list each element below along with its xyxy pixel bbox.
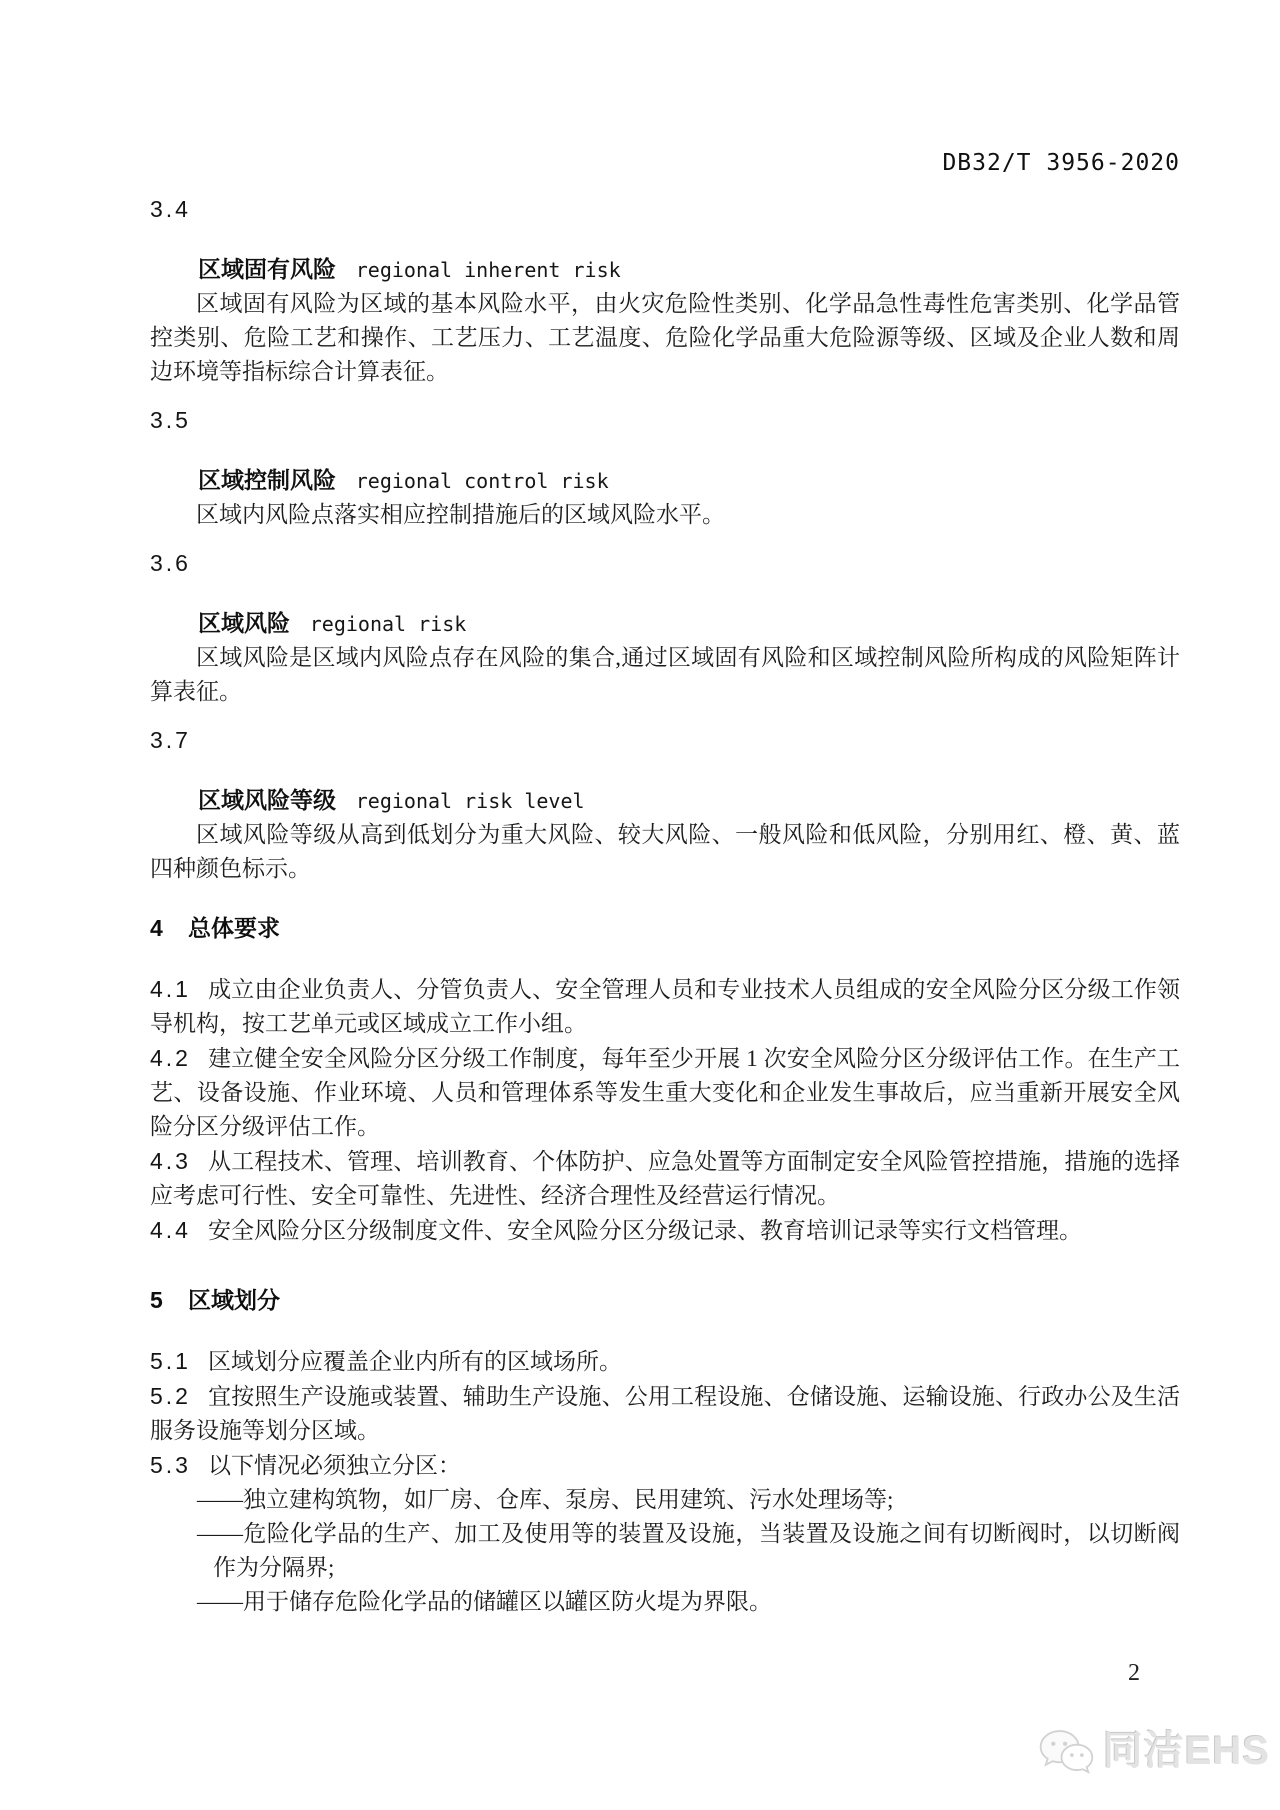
clause-number: 5.2 (150, 1383, 191, 1409)
term-line (150, 783, 1180, 818)
section-number: 4 (150, 915, 165, 941)
clause-number: 4.1 (150, 976, 191, 1002)
definition-body: 区域风险是区域内风险点存在风险的集合,通过区域固有风险和区域控制风险所构成的风险矩阵计算表征。 (150, 645, 1180, 704)
clause-text: 安全风险分区分级制度文件、安全风险分区分级记录、教育培训记录等实行文档管理。 (208, 1218, 1082, 1243)
clause-text: 以下情况必须独立分区： (208, 1453, 461, 1478)
term-line (150, 252, 1180, 287)
clause-number: 4.4 (150, 1217, 191, 1243)
term-english: regional risk level (355, 789, 585, 813)
term-chinese: 区域风险 (198, 610, 290, 636)
definition-number: 3.5 (150, 407, 191, 433)
definition-3-4 (150, 192, 1180, 389)
definition-body: 区域风险等级从高到低划分为重大风险、较大风险、一般风险和低风险，分别用红、橙、黄、蓝四种颜色标示。 (150, 822, 1180, 881)
clause-4-3 (150, 1144, 1180, 1213)
term-english: regional inherent risk (355, 258, 621, 282)
clause-text: 成立由企业负责人、分管负责人、安全管理人员和专业技术人员组成的安全风险分区分级工作领导机构，按工艺单元或区域成立工作小组。 (150, 977, 1180, 1036)
clause-text: 建立健全安全风险分区分级工作制度，每年至少开展 1 次安全风险分区分级评估工作。在生产工艺、设备设施、作业环境、人员和管理体系等发生重大变化和企业发生事故后，应当重新开展安全风险分区分级评估工作。 (150, 1046, 1180, 1139)
definition-body: 区域内风险点落实相应控制措施后的区域风险水平。 (196, 502, 725, 527)
clause-4-1 (150, 972, 1180, 1041)
definition-3-6 (150, 546, 1180, 709)
clause-4-4 (150, 1213, 1180, 1248)
term-chinese: 区域控制风险 (198, 467, 336, 493)
section-heading-4 (150, 910, 1180, 946)
clause-5-3 (150, 1448, 1180, 1483)
definition-3-7 (150, 723, 1180, 886)
wechat-icon (1037, 1722, 1095, 1780)
clause-text: 宜按照生产设施或装置、辅助生产设施、公用工程设施、仓储设施、运输设施、行政办公及生活服务设施等划分区域。 (150, 1384, 1180, 1443)
clause-number: 5.1 (150, 1348, 191, 1374)
watermark (1037, 1722, 1270, 1780)
term-english: regional risk (309, 612, 467, 636)
clause-5-2 (150, 1379, 1180, 1448)
term-english: regional control risk (355, 469, 609, 493)
watermark-text: 同洁EHS (1102, 1729, 1270, 1773)
definition-3-5 (150, 403, 1180, 532)
section-title: 总体要求 (188, 915, 280, 941)
definition-body: 区域固有风险为区域的基本风险水平，由火灾危险性类别、化学品急性毒性危害类别、化学品管控类别、危险工艺和操作、工艺压力、工艺温度、危险化学品重大危险源等级、区域及企业人数和周边环境等指标综合计算表征。 (150, 291, 1180, 384)
page-number: 2 (1128, 1660, 1140, 1686)
definition-number: 3.6 (150, 550, 191, 576)
definition-number: 3.7 (150, 727, 191, 753)
term-chinese: 区域固有风险 (198, 256, 336, 282)
section-4-clauses (150, 972, 1180, 1248)
definition-number: 3.4 (150, 196, 191, 222)
dash-item-devices: ——危险化学品的生产、加工及使用等的装置及设施，当装置及设施之间有切断阀时，以切断阀作为分隔界; (197, 1521, 1180, 1580)
clause-5-1 (150, 1344, 1180, 1379)
clause-text: 从工程技术、管理、培训教育、个体防护、应急处置等方面制定安全风险管控措施，措施的选择应考虑可行性、安全可靠性、先进性、经济合理性及经营运行情况。 (150, 1149, 1180, 1208)
section-5-clauses (150, 1344, 1180, 1619)
clause-4-2 (150, 1041, 1180, 1144)
section-number: 5 (150, 1287, 165, 1313)
dash-item-buildings: ——独立建构筑物，如厂房、仓库、泵房、民用建筑、污水处理场等; (197, 1487, 894, 1512)
clause-number: 4.3 (150, 1148, 191, 1174)
dash-item-tank-area: ——用于储存危险化学品的储罐区以罐区防火堤为界限。 (197, 1589, 772, 1614)
clause-text: 区域划分应覆盖企业内所有的区域场所。 (208, 1349, 622, 1374)
standard-number-header: DB32/T 3956-2020 (942, 150, 1180, 176)
term-line (150, 463, 1180, 498)
term-line (150, 606, 1180, 641)
section-title: 区域划分 (188, 1287, 280, 1313)
section-heading-5 (150, 1282, 1180, 1318)
term-chinese: 区域风险等级 (198, 787, 336, 813)
clause-number: 5.3 (150, 1452, 191, 1478)
clause-number: 4.2 (150, 1045, 191, 1071)
